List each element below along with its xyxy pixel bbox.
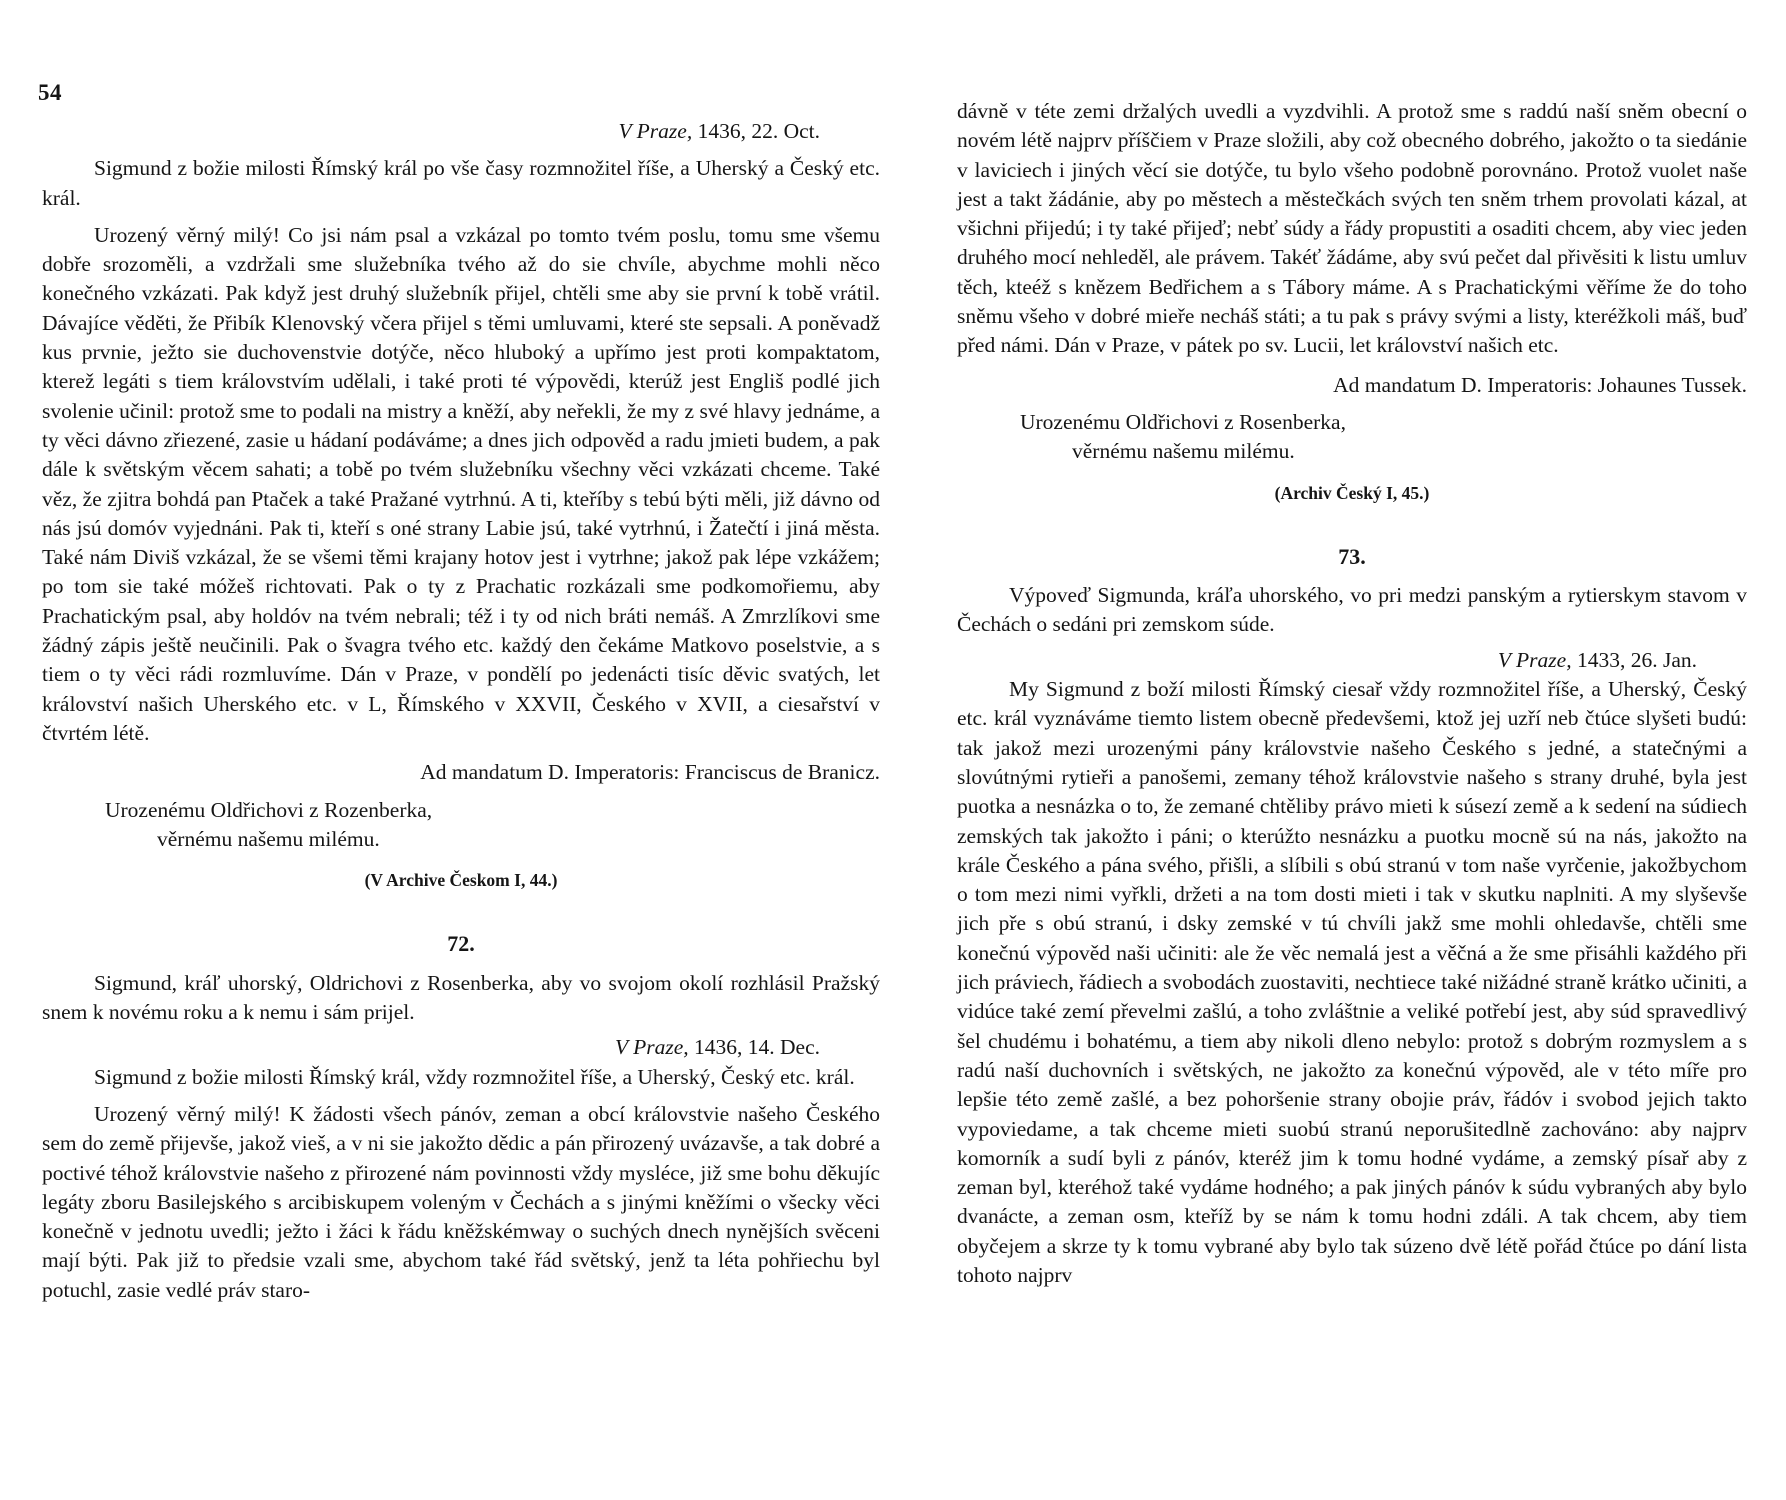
doc-73-place: V Praze, [1497,647,1572,672]
doc-71-salutation-head: Sigmund z božie milosti Římský král po vše časy rozmnožitel říše, a Uherský a Český etc. král. [42,156,880,210]
doc-71-address-line-2: věrnému našemu milému. [157,826,380,851]
doc-73-body: My Sigmund z boží milosti Římský ciesař vždy rozmnožitel říše, a Uherský, Český etc. král vyznáváme tiemto listem obecně předevšemi, ktož jej uzří neb čtúce slyšeti budú: tak jakož mezi urozenými pány královstvie našeho Českého s jedné, a statečnými a slovútnými rytieři a panošemi, zemany téhož královstvie našeho s strany druhé, byla jest puotka a nesnázka o to, že zemané chtěliby právo mieti k súsezí země a k sedení na súdiech zemských tak jakožto i páni; o kterúžto nesnázku a puotku mocně sú na nás, jakožto na krále Českého a pána svého, přišli, a slíbili s obú stranú v tom naše vyrčenie, jakožbychom o tom mezi nimi vyřkli, držeti a na tom dosti mieti i tak v skutku naplniti. A my slyševše jich pře s obú stranú, i dsky zemské v tú chvíli jakž sme mohli ohledavše, chtěli sme konečnú výpověd naši učiniti: ale že věc nemalá jest a věčná a že sme přisáhli každého při jich práviech, řádiech a svobodách zuostaviti, nechtiece také nižádné straně krátko učiniti, a vidúce také zemí převelmi zašlú, a toho zvláštnie a veliké potřebí jest, aby súd spravedlivý šel chudému i bohatému, a tiem aby nikoli dleno nebylo: protož s dobrým rozmyslem a s radú naší duchovních i světských, ne jakožto za konečnú výpověd, ale v této míře pro lepšie této země zašlé, a bez pohoršenie strany obojie práv, řádóv i svobod jejich takto vypoviedame, a tak chceme mieti suobú stranú neporušitedlně zachováno: aby najprv komorník a sudí byli z pánóv, kteréž jim k tomu hodné vydáme, a zemský písař aby z zeman byl, kteréhož také vydáme hodného; a pak jiných pánóv k súdu vybraných aby bylo dvanácte, a zeman osm, kteříž by se nám k tomu hodni zdáli. A tak chcem, aby tiem obyčejem a skrze ty k tomu vybrané aby bylo tak súzeno dvě létě pořád čtúce po dání lista tohoto najprv [957,677,1747,1287]
doc-71-place: V Praze, [618,119,693,143]
doc-71-date: 1436, 22. Oct. [697,119,820,143]
doc-72-address-line-1: Urozenému Oldřichovi z Rosenberka, [1020,409,1346,434]
doc-72-salutation-head: Sigmund z božie milosti Římský král, vždy rozmnožitel říše, a Uherský, Český etc. král. [94,1064,855,1089]
left-text-column [42,117,880,1305]
doc-72-number: 72. [447,931,475,957]
doc-72-body: Urozený věrný milý! K žádosti všech pánóv, zeman a obcí královstvie našeho Českého sem do země přijevše, jakož vieš, a v ni sie jakožto dědic a pán přirozený uvázavše, a tak dobré a poctivé téhož královstvie našeho z přirozené nám povinnosti vždy mysléce, již sme bohu děkujíc legáty zboru Basilejského s arcibiskupem voleným v Čechách a s jinými kněžími o všecky věci konečně v jednotu uvedli; ježto i žáci k řádu kněžskémway o suchých dnech nynějších svěceni mají býti. Pak již to předsie vzali sme, abychom také řád světský, jenž ta léta pohřiechu byl potuchl, zasie vedlé práv staro- [42,1101,880,1302]
doc-73-regest: Výpoveď Sigmunda, kráľa uhorského, vo pri medzi panským a rytierskym stavom v Čechách o sedáni pri zemskom súde. [957,583,1747,637]
doc-72-signature: Ad mandatum D. Imperatoris: Johaunes Tussek. [1333,372,1747,397]
doc-72-dateline [42,1033,820,1062]
doc-72-place: V Praze, [614,1035,689,1060]
doc-71-dateline [42,117,820,146]
doc-72-address-line-2: věrnému našemu milému. [1072,439,1295,464]
doc-72-source: (Archiv Český I, 45.) [1274,482,1430,503]
doc-72-regest: Sigmund, kráľ uhorský, Oldrichovi z Rosenberka, aby vo svojom okolí rozhlásil Pražský snem k novému roku a k nemu i sám prijel. [42,970,880,1025]
doc-71-signature: Ad mandatum D. Imperatoris: Franciscus de Branicz. [420,760,880,785]
doc-71-address-line-1: Urozenému Oldřichovi z Rozenberka, [105,797,433,822]
page-number: 54 [38,80,62,105]
right-text-column [957,97,1747,1290]
doc-73-dateline [957,646,1697,675]
doc-73-number: 73. [1338,543,1366,569]
right-page [893,0,1786,1500]
doc-72-date: 1436, 14. Dec. [694,1035,820,1060]
doc-72-body-continued: dávně v téte zemi držalých uvedli a vyzdvihli. A protož sme s raddú naší sněm obecní o novém létě najprv příščiem v Praze složili, aby což obecného dobrého, jakožto o ta siedánie v laviciech i jiných věcí sie dotýče, tu bylo všeho podobně porovnáno. Protož vuolet naše jest a takt žádánie, aby po městech a městečkách svých ten sněm trhem provolati kázal, at všichni přijedú; i ty také přijeď; nebť súdy a řády propustiti a osaditi chcem, aby viec jeden druhého mocí nehleděl, ale právem. Takéť žádáme, aby svú pečet dal přivěsiti k listu umluv těch, kteéž s knězem Bedřichem a s Tábory máme. A s Prachatickými věříme že do toho sněmu všeho v dobré mieře necháš státi; a tu pak s právy svými a listy, kteréžkoli máš, buď před námi. Dán v Praze, v pátek po sv. Lucii, let království našich etc. [957,99,1747,358]
doc-73-date: 1433, 26. Jan. [1576,647,1697,672]
doc-71-source: (V Archive Českom I, 44.) [364,870,558,891]
doc-71-body: Urozený věrný milý! Co jsi nám psal a vzkázal po tomto tvém poslu, tomu sme všemu dobře srozoměli, a vzdržali sme služebníka tvého až do sie chvíle, abychme mohli něco konečného vzkázati. Pak když jest druhý služebník přijel, chtěli sme aby sie první k tobě vrátil. Dávajíce věděti, že Přibík Klenovský včera přijel s těmi umluvami, které ste sepsali. A poněvadž kus prvnie, ježto sie duchovenstvie dotýče, něco hluboký a upřímo jest proti kompaktatom, kterež legáti s tiem královstvím udělali, i také proti té výpovědi, kterúž jest Engliš podlé jich svolenie učinil: protož sme to podali na mistry a kněží, aby neřekli, že my z své hlavy jednáme, a ty věci dávno zřiezené, zasie u hádaní podáváme; a dnes jich odpověd a radu jmieti budem, a pak dále k světským věcem sahati; a tobě po tvém služebníku všechny věci vzkázati chceme. Také věz, že zjitra bohdá pan Ptaček a také Pražané vytrhnú. A ti, kteříby s tebú býti měli, již dávno od nás jsú domóv vyjednáni. Pak ti, kteří s oné strany Labie jsú, také vytrhnú, i Žatečtí i jiná města. Také nám Diviš vzkázal, že se všemi těmi krajany hotov jest i vytrhne; jakož pak lépe vzkážem; po tom sie také móžeš richtovati. Pak o ty z Prachatic rozkázali sme podkomořiemu, aby Prachatickým psal, aby holdóv na tvém nebrali; též i ty od nich bráti nemáš. A Zmrzlíkovi sme žádný zápis ještě neučinili. Pak o švagra tvého etc. každý den čekáme Matkovo poselstvie, a s tiem o ty věci rádi rozmluvíme. Dán v Praze, v pondělí po jedenácti tisíc děvic svatých, let království našich Uherského etc. v L, Římského v XXVII, Českého v XVII, a ciesařství v čtvrtém létě. [42,222,880,745]
